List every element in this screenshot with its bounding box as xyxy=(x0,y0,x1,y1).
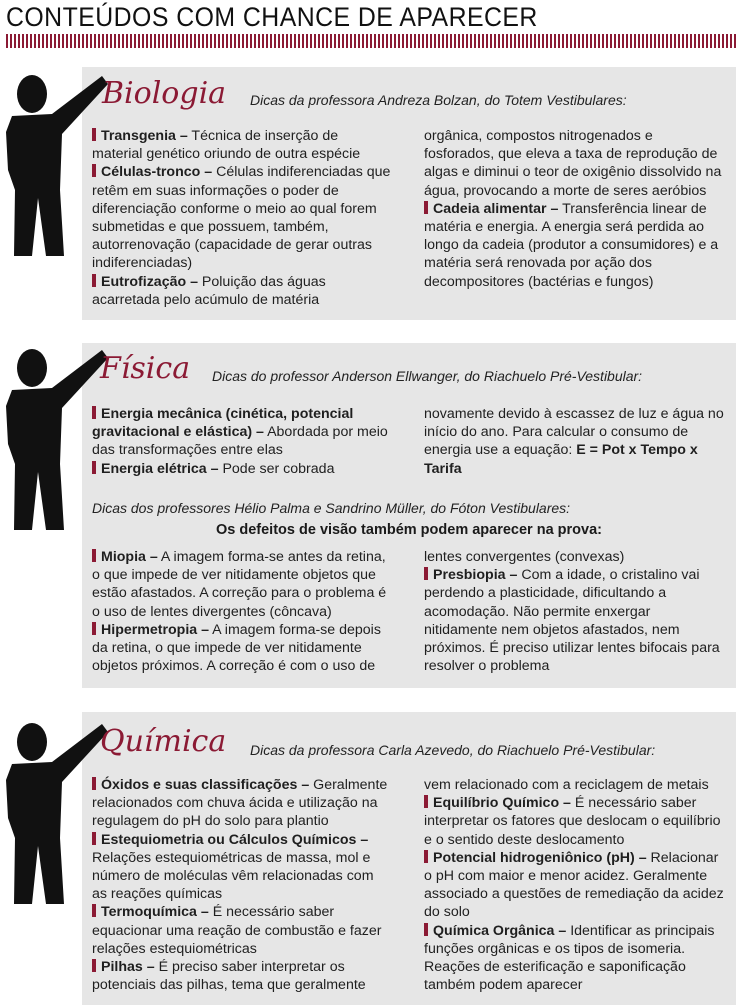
bullet-marker xyxy=(424,567,428,580)
list-item xyxy=(92,460,392,478)
quimica-left-column xyxy=(92,776,392,994)
bullet-marker xyxy=(92,461,96,474)
fisica-byline-secondary: Dicas dos professores Hélio Palma e Sandrino Müller, do Fóton Vestibulares: xyxy=(92,500,571,516)
term: Termoquímica – xyxy=(101,904,209,921)
biologia-byline: Dicas da professora Andreza Bolzan, do Totem Vestibulares: xyxy=(250,92,627,108)
list-item xyxy=(424,200,726,291)
term: Células-tronco – xyxy=(101,164,213,181)
term: Energia elétrica – xyxy=(101,460,219,477)
bullet-marker xyxy=(424,795,428,808)
list-item xyxy=(92,621,392,676)
definition: Pode ser cobrada xyxy=(218,460,335,477)
definition: Relações estequiométricas de massa, mol e número de moléculas vêm relacionadas com as reações químicas xyxy=(92,849,374,903)
bullet-marker xyxy=(424,850,428,863)
continued-text-body: novamente devido à escassez de luz e água no início do ano. Para calcular o consumo de energia use a equação: xyxy=(424,406,724,459)
continued-text: vem relacionado com a reciclagem de metais xyxy=(424,777,709,793)
continued-text: lentes convergentes (convexas) xyxy=(424,549,625,565)
term: Potencial hidrogeniônico (pH) – xyxy=(433,849,647,866)
title-divider xyxy=(6,34,738,48)
list-item xyxy=(92,548,392,621)
list-item xyxy=(92,163,392,272)
bullet-marker xyxy=(92,832,96,845)
fisica-left-column xyxy=(92,405,392,478)
quimica-byline: Dicas da professora Carla Azevedo, do Riachuelo Pré-Vestibular: xyxy=(250,742,656,758)
bullet-marker xyxy=(92,164,96,177)
list-item xyxy=(424,922,726,995)
definition: Células indiferenciadas que retêm em suas informações o poder de diferenciação conforme o meio ao qual forem submetidas e que possuem, também, autorrenovação (capacidade de gerar outras indiferenciadas) xyxy=(92,164,391,272)
term: Óxidos e suas classificações – xyxy=(101,777,310,793)
definition: Com a idade, o cristalino vai perdendo a plasticidade, dificultando a acomodação. Não permite enxergar nitidamente nem objetos afastados, nem próximos. É preciso utilizar lentes bifocais para resolver o problema xyxy=(424,567,720,675)
term: Eutrofização – xyxy=(101,273,198,290)
definition: É necessário saber equacionar uma reação de combustão e fazer relações estequiométricas xyxy=(92,904,382,957)
fisica-byline: Dicas do professor Anderson Ellwanger, do Riachuelo Pré-Vestibular: xyxy=(212,368,643,384)
quimica-title: Química xyxy=(100,724,227,759)
list-item xyxy=(92,776,392,831)
page-title: CONTEÚDOS COM CHANCE DE APARECER xyxy=(6,2,538,32)
definition: A imagem forma-se antes da retina, o que impede de ver nitidamente objetos que estão afastados. A correção para o problema é o uso de lentes divergentes (côncava) xyxy=(92,549,387,620)
definition: Geralmente relacionados com chuva ácida e utilização na regulagem do pH do solo para plantio xyxy=(92,777,388,830)
list-item xyxy=(92,405,392,460)
definition: Abordada por meio das transformações entre elas xyxy=(92,424,388,459)
term: Miopia – xyxy=(101,549,158,565)
continued-text: orgânica, compostos nitrogenados e fosforados, que eleva a taxa de reprodução de algas e diminui o teor de oxigênio dissolvido na água, provocando a morte de seres aeróbios xyxy=(424,128,722,199)
definition: Técnica de inserção de material genético oriundo de outra espécie xyxy=(92,128,361,163)
definition: É necessário saber interpretar os fatores que deslocam o equilíbrio e o sentido deste deslocamento xyxy=(424,795,721,848)
fisica-subheading: Os defeitos de visão também podem aparecer na prova: xyxy=(216,522,602,538)
term: Equilíbrio Químico – xyxy=(433,795,571,812)
definition: Transferência linear de matéria e energia. A energia será perdida ao longo da cadeia (produtor a consumidores) e a matéria será renovada por ação dos decompositores (bactérias e fungos) xyxy=(424,200,719,290)
fisica-right-column xyxy=(424,405,726,478)
list-item xyxy=(424,849,726,922)
bullet-marker xyxy=(92,622,96,635)
term: Química Orgânica – xyxy=(433,922,567,939)
continued-text xyxy=(424,405,726,478)
bullet-marker xyxy=(92,904,96,917)
term: Estequiometria ou Cálculos Químicos – xyxy=(101,831,369,848)
bullet-marker xyxy=(92,128,96,141)
term: Pilhas – xyxy=(101,959,155,976)
list-item xyxy=(92,127,392,163)
bullet-marker xyxy=(92,274,96,287)
list-item xyxy=(92,831,392,904)
term: Cadeia alimentar – xyxy=(433,200,559,217)
definition: A imagem forma-se depois da retina, o que impede de ver nitidamente objetos próximos. A correção é com o uso de xyxy=(92,621,381,675)
definition: É preciso saber interpretar os potenciais das pilhas, tema que geralmente xyxy=(92,959,366,994)
list-item xyxy=(92,958,392,994)
fisica-title: Física xyxy=(100,351,191,386)
list-item xyxy=(92,903,392,958)
definition: Poluição das águas acarretada pelo acúmulo de matéria xyxy=(92,273,326,308)
biologia-left-column xyxy=(92,127,392,309)
biologia-title: Biologia xyxy=(102,76,227,111)
definition: Identificar as principais funções orgânicas e os tipos de isomeria. Reações de esterificação e saponificação também podem aparecer xyxy=(424,922,715,994)
term: Energia mecânica (cinética, potencial gravitacional e elástica) – xyxy=(92,406,354,441)
list-item xyxy=(424,794,726,849)
quimica-right-column xyxy=(424,776,726,994)
bullet-marker xyxy=(92,777,96,790)
list-item xyxy=(424,566,726,675)
fisica-right-column-2 xyxy=(424,548,726,675)
energy-equation: E = Pot x Tempo x Tarifa xyxy=(424,442,698,477)
list-item xyxy=(92,273,392,309)
biologia-right-column xyxy=(424,127,726,291)
bullet-marker xyxy=(424,923,428,936)
term: Hipermetropia – xyxy=(101,621,210,638)
fisica-left-column-2 xyxy=(92,548,392,675)
bullet-marker xyxy=(92,406,96,419)
bullet-marker xyxy=(92,959,96,972)
bullet-marker xyxy=(92,549,96,562)
bullet-marker xyxy=(424,201,428,214)
term: Transgenia – xyxy=(101,128,188,144)
definition: Relacionar o pH com maior e menor acidez. Geralmente associado a questões de remediação da acidez do solo xyxy=(424,849,724,921)
term: Presbiopia – xyxy=(433,567,518,584)
